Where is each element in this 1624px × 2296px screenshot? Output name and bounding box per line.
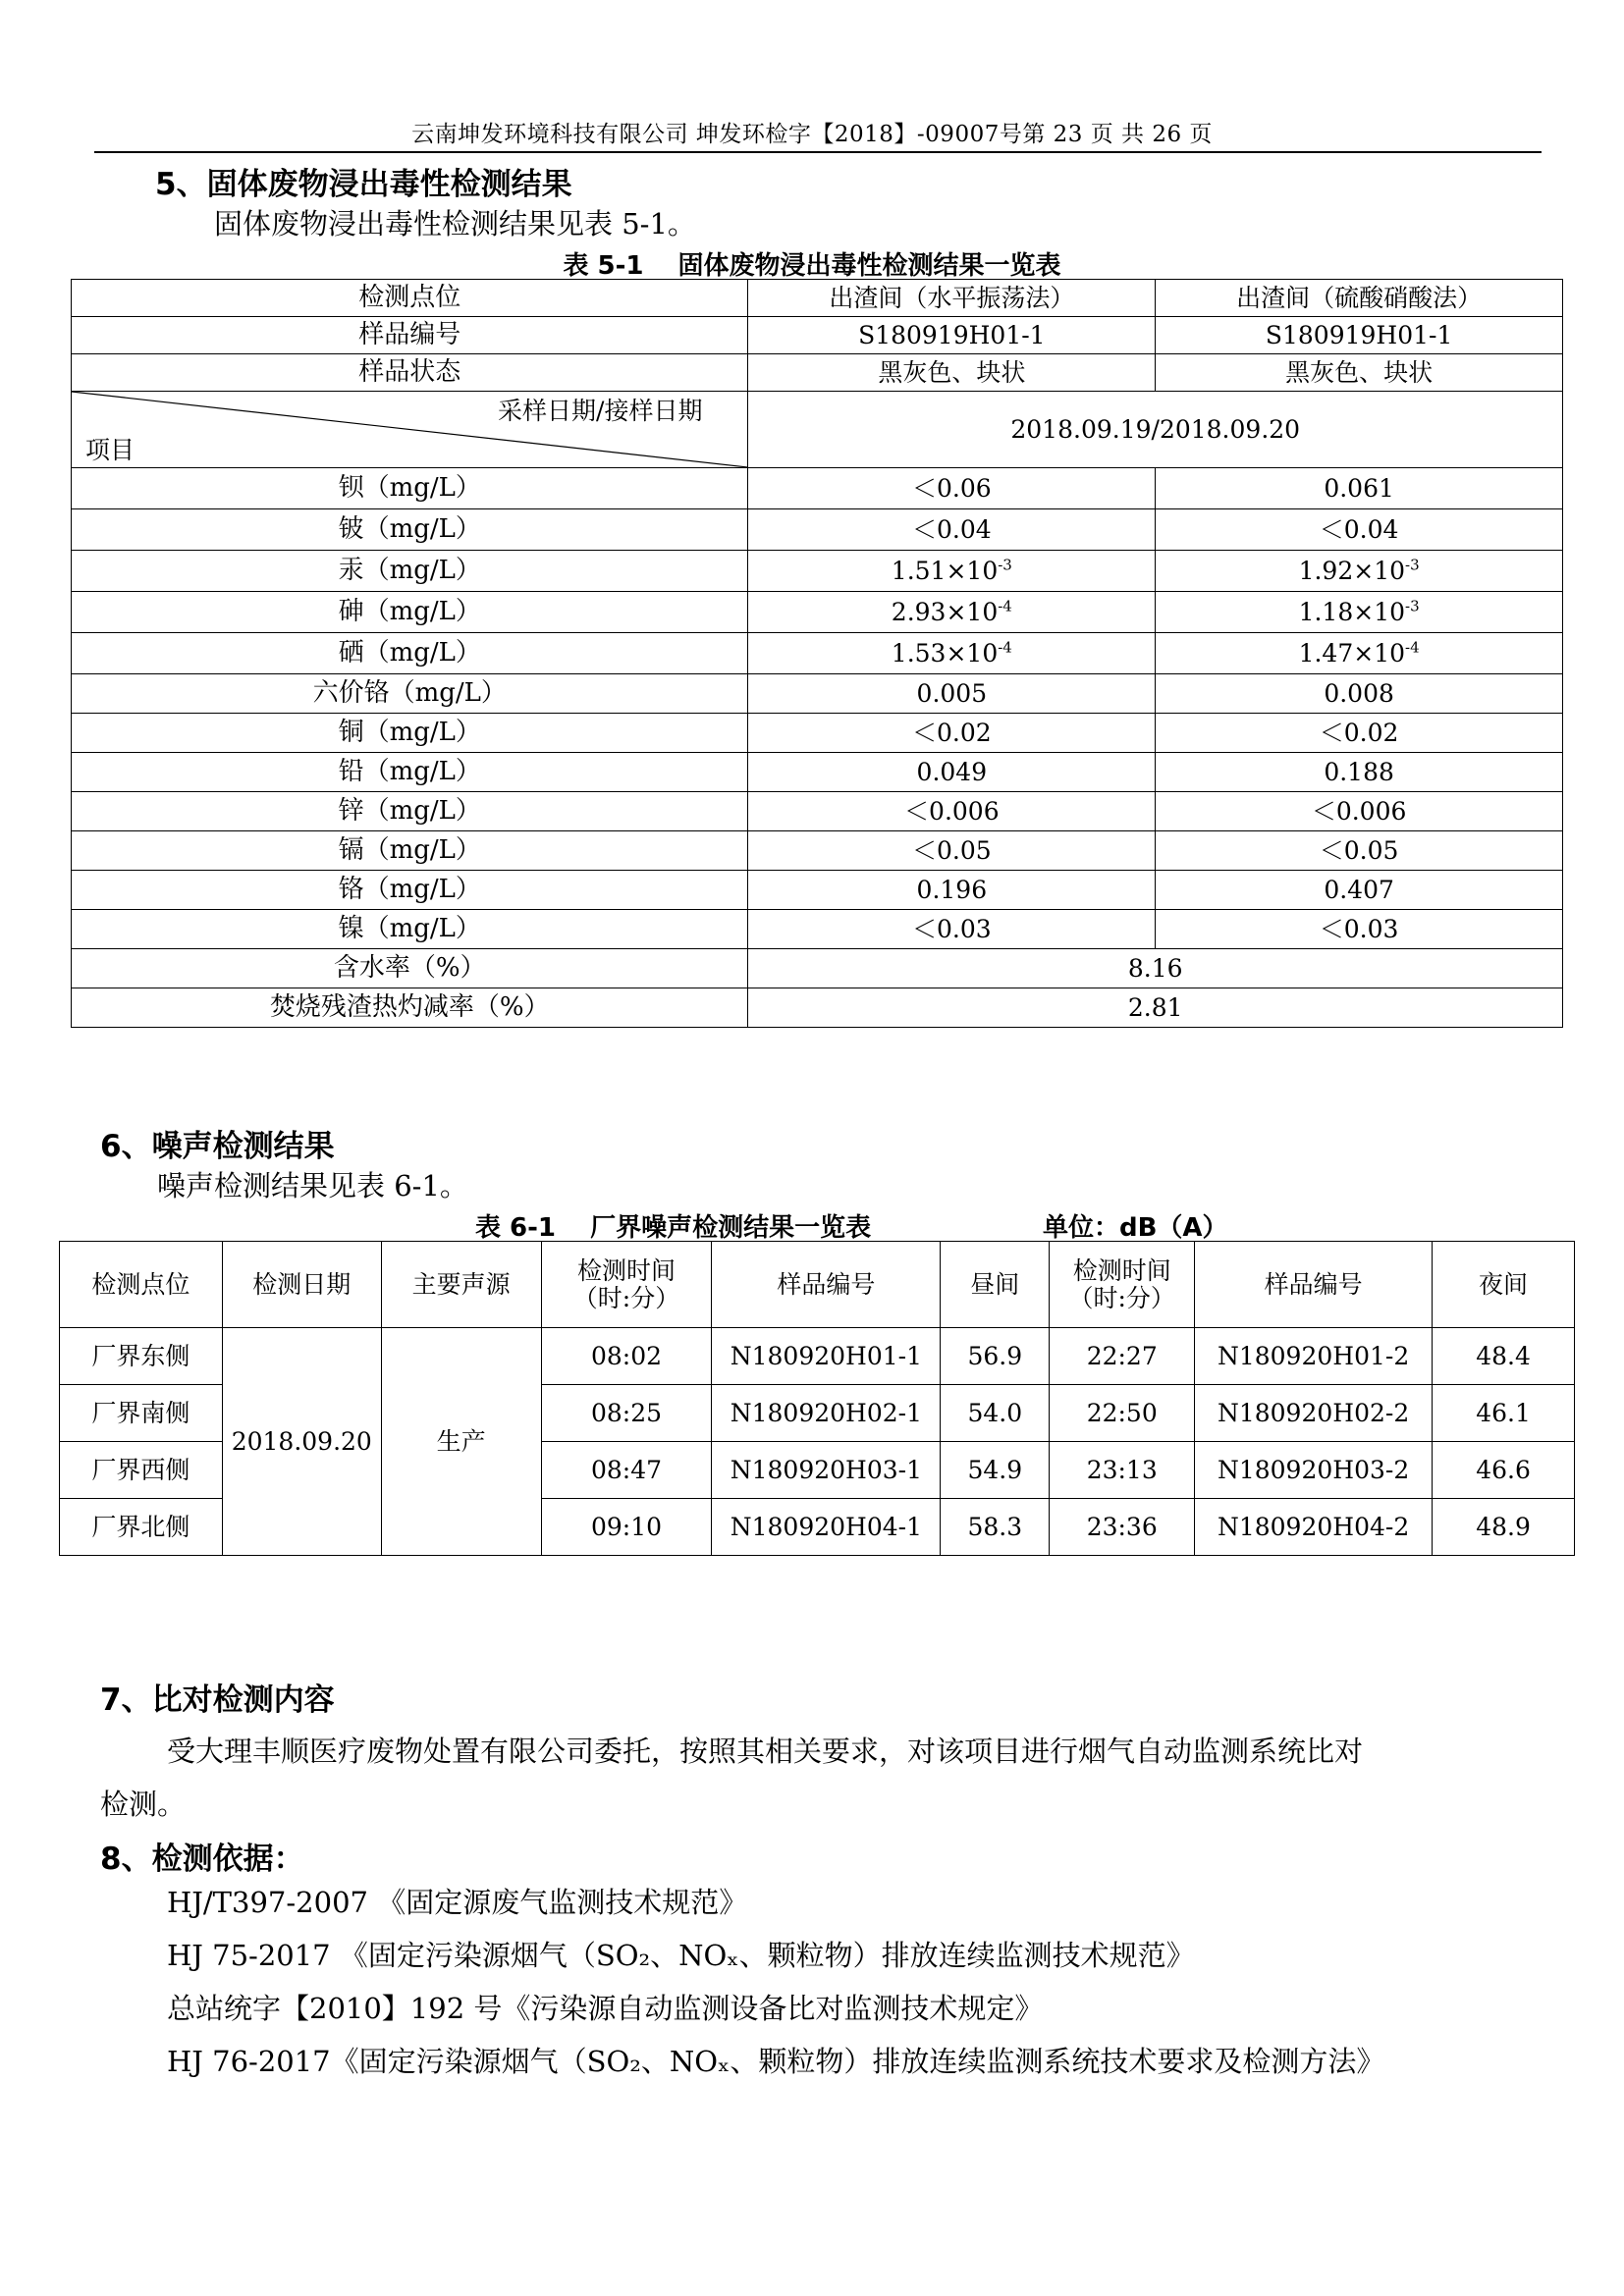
row-label: 含水率（%） (72, 949, 748, 988)
cell: ＜0.04 (1156, 509, 1563, 551)
cell (748, 551, 1156, 592)
cell: 8.16 (748, 949, 1563, 988)
cell: 54.0 (941, 1385, 1050, 1442)
column-header: 样品编号 (1195, 1242, 1433, 1328)
cell: 48.9 (1433, 1499, 1575, 1556)
cell (748, 633, 1156, 674)
page-header: 云南坤发环境科技有限公司 坤发环检字【2018】-09007号第 23 页 共 26 页 (411, 122, 1213, 147)
row-label: 砷（mg/L） (72, 592, 748, 633)
row-label: 检测点位 (72, 280, 748, 317)
table-row (72, 551, 1563, 592)
column-header: 样品编号 (712, 1242, 941, 1328)
diag-top-label: 采样日期/接样日期 (498, 397, 703, 425)
column-header: 检测时间 （时:分） (1050, 1242, 1195, 1328)
row-label: 硒（mg/L） (72, 633, 748, 674)
section-5-intro: 固体废物浸出毒性检测结果见表 5-1。 (214, 207, 696, 240)
cell: 出渣间（水平振荡法） (748, 280, 1156, 317)
reference-item: HJ 76-2017《固定污染源烟气（SO₂、NOₓ、颗粒物）排放连续监测系统技术要求及检测方法》 (167, 2045, 1385, 2078)
table-5-1 (71, 279, 1563, 1028)
cell: 56.9 (941, 1328, 1050, 1385)
section-7-line2: 检测。 (100, 1788, 187, 1821)
table-row (72, 317, 1563, 354)
cell: 0.407 (1156, 871, 1563, 910)
row-label: 样品编号 (72, 317, 748, 354)
table-header-row (60, 1242, 1575, 1328)
cell: ＜0.04 (748, 509, 1156, 551)
table-6-1-caption: 表 6-1 厂界噪声检测结果一览表 (475, 1213, 872, 1243)
cell: ＜0.03 (748, 910, 1156, 949)
reference-item: 总站统字【2010】192 号《污染源自动监测设备比对监测技术规定》 (167, 1992, 1044, 2025)
section-7-line1: 受大理丰顺医疗废物处置有限公司委托，按照其相关要求，对该项目进行烟气自动监测系统比对 (167, 1735, 1364, 1768)
diagonal-header-cell (72, 392, 748, 468)
cell: 22:27 (1050, 1328, 1195, 1385)
diag-bottom-label: 项目 (85, 435, 135, 464)
cell: ＜0.05 (1156, 831, 1563, 871)
cell: 46.1 (1433, 1385, 1575, 1442)
cell: 48.4 (1433, 1328, 1575, 1385)
cell: 08:02 (541, 1328, 712, 1385)
section-8-title: 8、检测依据： (100, 1842, 304, 1877)
row-label: 汞（mg/L） (72, 551, 748, 592)
cell: N180920H03-1 (712, 1442, 941, 1499)
cell: 08:47 (541, 1442, 712, 1499)
table-row (72, 910, 1563, 949)
cell (748, 592, 1156, 633)
cell: 54.9 (941, 1442, 1050, 1499)
table-6-1-unit: 单位：dB（A） (1043, 1213, 1228, 1243)
cell: 46.6 (1433, 1442, 1575, 1499)
sampling-date: 2018.09.19/2018.09.20 (748, 392, 1563, 468)
value-exponent: -4 (1405, 638, 1420, 657)
cell: N180920H02-2 (1195, 1385, 1433, 1442)
section-6-title: 6、噪声检测结果 (100, 1129, 335, 1164)
table-row (60, 1328, 1575, 1385)
cell: N180920H01-2 (1195, 1328, 1433, 1385)
value-base: 1.92×10 (1298, 556, 1406, 585)
cell: 厂界南侧 (60, 1385, 223, 1442)
cell: 09:10 (541, 1499, 712, 1556)
row-label: 钡（mg/L） (72, 468, 748, 509)
table-row (72, 831, 1563, 871)
cell: ＜0.006 (748, 792, 1156, 831)
table-row (72, 633, 1563, 674)
table-row (72, 949, 1563, 988)
cell (1156, 592, 1563, 633)
column-header: 检测时间 （时:分） (541, 1242, 712, 1328)
table-row (72, 988, 1563, 1028)
column-header: 夜间 (1433, 1242, 1575, 1328)
column-header: 昼间 (941, 1242, 1050, 1328)
row-label: 镉（mg/L） (72, 831, 748, 871)
cell: S180919H01-1 (1156, 317, 1563, 354)
cell: 0.049 (748, 753, 1156, 792)
merged-source-cell: 生产 (381, 1328, 541, 1556)
cell: ＜0.06 (748, 468, 1156, 509)
cell: 黑灰色、块状 (1156, 354, 1563, 392)
row-label: 镍（mg/L） (72, 910, 748, 949)
value-exponent: -3 (1405, 597, 1420, 615)
cell: N180920H04-2 (1195, 1499, 1433, 1556)
row-label: 焚烧残渣热灼减率（%） (72, 988, 748, 1028)
cell: S180919H01-1 (748, 317, 1156, 354)
cell: 0.196 (748, 871, 1156, 910)
cell: N180920H02-1 (712, 1385, 941, 1442)
cell (1156, 551, 1563, 592)
cell (1156, 633, 1563, 674)
cell: 出渣间（硫酸硝酸法） (1156, 280, 1563, 317)
table-row (72, 280, 1563, 317)
column-header: 主要声源 (381, 1242, 541, 1328)
cell: 0.008 (1156, 674, 1563, 714)
cell: 0.188 (1156, 753, 1563, 792)
cell: 厂界西侧 (60, 1442, 223, 1499)
table-row (72, 871, 1563, 910)
cell: 58.3 (941, 1499, 1050, 1556)
cell: 0.061 (1156, 468, 1563, 509)
row-label: 六价铬（mg/L） (72, 674, 748, 714)
table-6-1 (59, 1241, 1575, 1556)
cell: 23:13 (1050, 1442, 1195, 1499)
cell: 23:36 (1050, 1499, 1195, 1556)
value-exponent: -4 (998, 638, 1012, 657)
column-header: 检测点位 (60, 1242, 223, 1328)
cell: 22:50 (1050, 1385, 1195, 1442)
row-label: 铅（mg/L） (72, 753, 748, 792)
cell: 08:25 (541, 1385, 712, 1442)
cell: N180920H03-2 (1195, 1442, 1433, 1499)
cell: ＜0.02 (1156, 714, 1563, 753)
merged-date-cell: 2018.09.20 (222, 1328, 381, 1556)
cell: 厂界东侧 (60, 1328, 223, 1385)
table-row (72, 592, 1563, 633)
cell: 0.005 (748, 674, 1156, 714)
row-label: 铬（mg/L） (72, 871, 748, 910)
table-row (72, 753, 1563, 792)
cell: ＜0.05 (748, 831, 1156, 871)
cell: ＜0.03 (1156, 910, 1563, 949)
table-row (72, 674, 1563, 714)
value-base: 1.53×10 (891, 638, 999, 667)
table-5-1-caption: 表 5-1 固体废物浸出毒性检测结果一览表 (563, 251, 1061, 281)
cell: N180920H01-1 (712, 1328, 941, 1385)
value-exponent: -4 (998, 597, 1012, 615)
table-row (72, 354, 1563, 392)
cell: 黑灰色、块状 (748, 354, 1156, 392)
value-base: 1.18×10 (1298, 597, 1406, 626)
value-base: 2.93×10 (891, 597, 999, 626)
reference-item: HJ 75-2017 《固定污染源烟气（SO₂、NOₓ、颗粒物）排放连续监测技术规范》 (167, 1939, 1195, 1972)
table-row (72, 509, 1563, 551)
cell: 厂界北侧 (60, 1499, 223, 1556)
header-rule (94, 151, 1542, 153)
row-label: 样品状态 (72, 354, 748, 392)
table-row (72, 792, 1563, 831)
reference-item: HJ/T397-2007 《固定源废气监测技术规范》 (167, 1886, 748, 1919)
value-base: 1.51×10 (891, 556, 999, 585)
column-header: 检测日期 (222, 1242, 381, 1328)
cell: N180920H04-1 (712, 1499, 941, 1556)
cell: ＜0.006 (1156, 792, 1563, 831)
value-base: 1.47×10 (1298, 638, 1406, 667)
row-label: 铍（mg/L） (72, 509, 748, 551)
table-row (72, 714, 1563, 753)
section-7-title: 7、比对检测内容 (100, 1682, 335, 1718)
value-exponent: -3 (998, 556, 1012, 574)
section-5-title: 5、固体废物浸出毒性检测结果 (155, 167, 572, 202)
cell: 2.81 (748, 988, 1563, 1028)
row-label: 锌（mg/L） (72, 792, 748, 831)
row-label: 铜（mg/L） (72, 714, 748, 753)
cell: ＜0.02 (748, 714, 1156, 753)
value-exponent: -3 (1405, 556, 1420, 574)
section-6-intro: 噪声检测结果见表 6-1。 (157, 1169, 468, 1202)
table-row (72, 392, 1563, 468)
table-row (72, 468, 1563, 509)
